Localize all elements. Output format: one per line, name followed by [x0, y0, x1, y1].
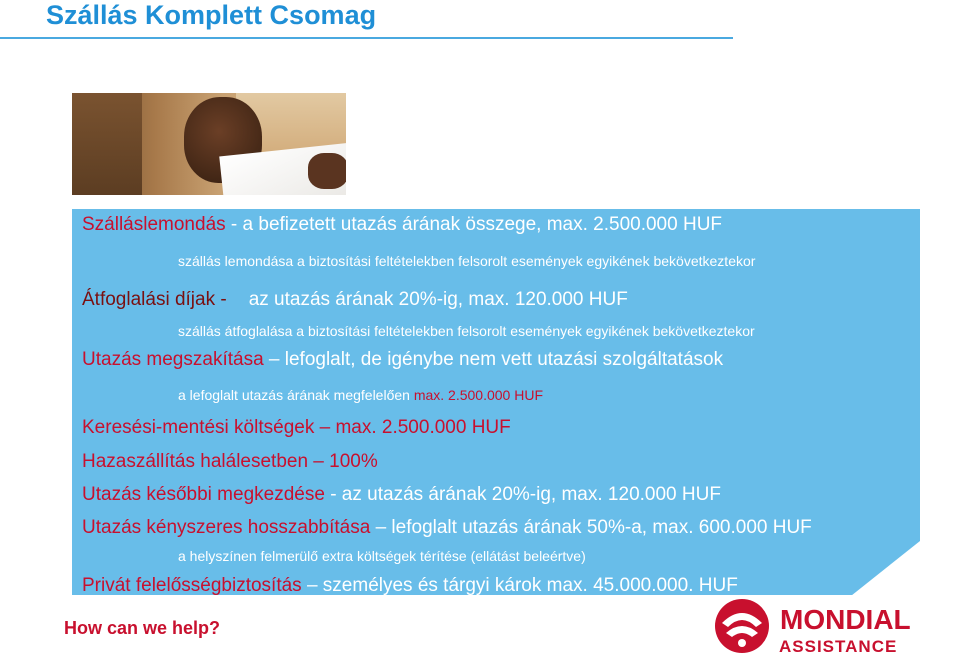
page-title: Szállás Komplett Csomag: [46, 0, 377, 30]
item-cancellation-value: - a befizetett utazás árának összege, max. 2.500.000 HUF: [225, 214, 723, 235]
item-cancellation: [82, 214, 722, 236]
item-interruption: [82, 349, 723, 371]
item-liability: [82, 575, 738, 597]
item-rebooking-label: Átfoglalási díjak: [82, 289, 216, 310]
item-search-rescue: Keresési-mentési költségek – max. 2.500.000 HUF: [82, 417, 511, 438]
item-late-start-value: - az utazás árának 20%-ig, max. 120.000 HUF: [324, 484, 721, 505]
item-rebooking-value: az utazás árának 20%-ig, max. 120.000 HUF: [248, 289, 628, 310]
item-cancellation-label: Szálláslemondás: [82, 214, 226, 235]
item-extension-note: a helyszínen felmerülő extra költségek térítése (ellátást beleértve): [178, 548, 586, 564]
item-rebooking: [82, 289, 628, 311]
item-rebooking-dash: -: [215, 289, 227, 310]
item-extension: [82, 517, 812, 539]
item-liability-value: – személyes és tárgyi károk max. 45.000.000. HUF: [301, 575, 738, 596]
item-repatriation: Hazaszállítás halálesetben – 100%: [82, 451, 378, 472]
logo-word-assistance: ASSISTANCE: [779, 637, 898, 656]
item-extension-value: – lefoglalt utazás árának 50%-a, max. 600.000 HUF: [370, 517, 812, 538]
item-interruption-label: Utazás megszakítása: [82, 349, 264, 370]
item-interruption-value: – lefoglalt, de igénybe nem vett utazási szolgáltatások: [263, 349, 724, 370]
item-interruption-note: a lefoglalt utazás árának megfelelően max. 2.500.000 HUF: [178, 387, 543, 403]
footer-tagline: How can we help?: [64, 618, 221, 638]
item-late-start-label: Utazás későbbi megkezdése: [82, 484, 325, 505]
photo-man-reading-document: [72, 93, 346, 195]
logo-word-mondial: MONDIAL: [780, 604, 911, 635]
item-cancellation-note: szállás lemondása a biztosítási feltételekben felsorolt események egyikének bekövetkeztekor: [178, 253, 756, 269]
item-late-start: [82, 484, 721, 506]
title-underline: [0, 37, 733, 39]
item-liability-label: Privát felelősségbiztosítás: [82, 575, 302, 596]
item-rebooking-note: szállás átfoglalása a biztosítási feltételekben felsorolt események egyikének bekövetkeztekor: [178, 323, 755, 339]
item-extension-label: Utazás kényszeres hosszabbítása: [82, 517, 371, 538]
